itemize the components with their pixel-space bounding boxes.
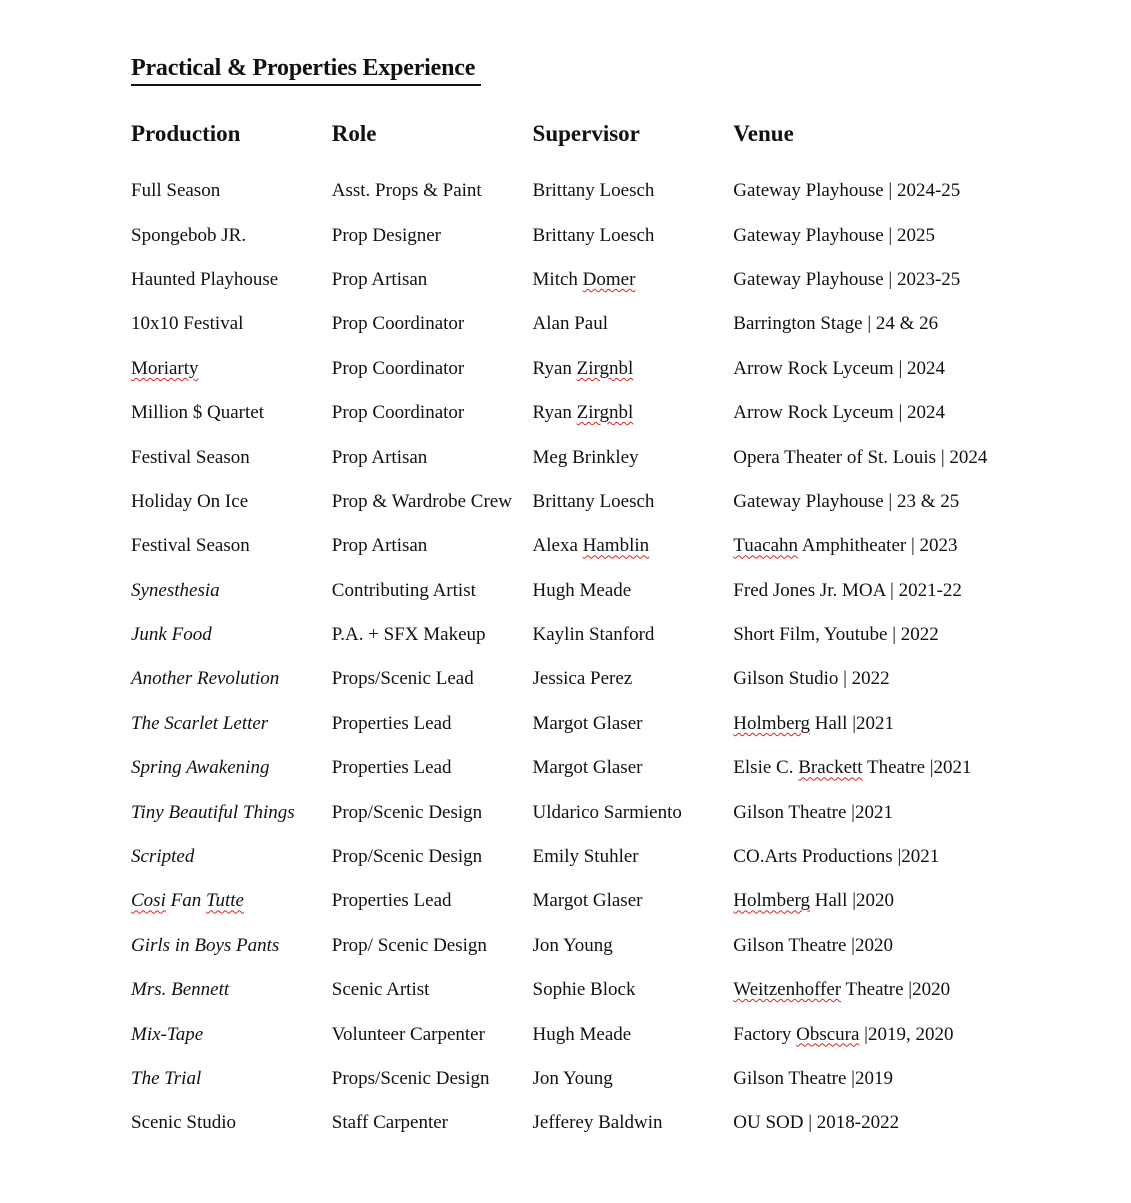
production-cell [131,1068,332,1090]
production-cell [131,580,332,602]
role-cell: Contributing Artist [331,579,476,601]
venue-cell [733,358,1111,380]
production-cell [131,1112,332,1134]
table-row [131,613,1111,657]
table-row [131,213,1111,257]
role-cell: Scenic Artist [331,979,430,1001]
production-cell-text: Spongebob JR. [131,224,247,246]
venue-cell [733,491,1111,513]
table-row [131,1101,1111,1145]
production-cell-text: Festival Season [131,446,250,468]
table-row [131,879,1111,923]
production-cell [131,802,332,824]
venue-cell-text: Theatre |2021 [862,757,972,779]
venue-cell [733,313,1111,335]
supervisor-cell-text: Zirgnbl [576,402,634,424]
role-cell: Prop Coordinator [331,313,465,335]
supervisor-cell [533,1112,734,1134]
supervisor-cell-text: Brittany Loesch [532,224,655,246]
production-cell [131,225,332,247]
supervisor-cell [533,713,734,735]
production-cell [131,535,332,557]
role-cell: Prop Artisan [331,446,428,468]
venue-cell [733,225,1111,247]
venue-cell-text: Gateway Playhouse | 2023-25 [733,268,961,290]
production-cell [131,358,332,380]
venue-cell-text: Gateway Playhouse | 2024-25 [733,180,961,202]
table-row [131,657,1111,701]
supervisor-cell [533,802,734,824]
header-venue: Venue [733,121,794,146]
role-cell: P.A. + SFX Makeup [331,624,486,646]
venue-cell-text: Tuacahn [733,535,799,557]
production-cell [131,269,332,291]
table-row [131,835,1111,879]
production-cell-text: The Trial [131,1068,202,1089]
document-page [131,52,1111,1146]
role-cell: Props/Scenic Lead [331,668,474,690]
venue-cell [733,269,1111,291]
table-row [131,524,1111,568]
production-cell [131,1024,332,1046]
venue-cell-text: Hall |2020 [810,890,895,912]
venue-cell [733,802,1111,824]
production-cell-text: Million $ Quartet [131,402,264,424]
supervisor-cell [533,668,734,690]
production-cell-text: Mix-Tape [131,1023,204,1045]
table-row [131,391,1111,435]
production-cell-text: Synesthesia [131,579,220,601]
supervisor-cell-text: Emily Stuhler [532,846,639,868]
supervisor-cell [533,447,734,469]
production-cell-text: Tutte [205,890,244,912]
production-cell [131,713,332,735]
venue-cell-text: Theatre |2020 [841,979,951,1001]
production-cell-text: Fan [165,890,206,912]
table-row [131,169,1111,213]
production-cell-text: Another Revolution [131,668,280,690]
experience-table [131,112,1111,1146]
role-cell: Asst. Props & Paint [331,180,482,202]
venue-cell-text: Gilson Theatre |2019 [733,1068,893,1089]
supervisor-cell-text: Mitch [532,268,583,290]
production-cell [131,180,332,202]
venue-cell [733,624,1111,646]
supervisor-cell-text: Margot Glaser [532,890,643,912]
supervisor-cell-text: Sophie Block [532,979,636,1001]
production-cell-text: Scripted [131,846,195,868]
role-cell: Prop/Scenic Design [331,801,483,823]
supervisor-cell-text: Ryan [532,357,577,379]
header-role: Role [331,121,377,146]
production-cell [131,491,332,513]
venue-cell-text: Obscura [796,1023,860,1045]
venue-cell-text: Arrow Rock Lyceum | 2024 [733,357,946,379]
venue-cell-text: Fred Jones Jr. MOA | 2021-22 [733,579,962,601]
table-row [131,480,1111,524]
table-row [131,302,1111,346]
venue-cell [733,180,1111,202]
supervisor-cell [533,313,734,335]
supervisor-cell [533,491,734,513]
supervisor-cell-text: Hugh Meade [532,1023,632,1045]
role-cell: Prop/Scenic Design [331,846,483,868]
supervisor-cell-text: Margot Glaser [532,757,643,779]
role-cell: Properties Lead [331,712,452,734]
venue-cell-text: Factory [733,1023,797,1045]
production-cell [131,846,332,868]
venue-cell-text: Brackett [798,757,863,779]
supervisor-cell-text: Zirgnbl [576,357,634,379]
table-row [131,968,1111,1012]
role-cell: Prop Coordinator [331,357,465,379]
supervisor-cell-text: Brittany Loesch [532,180,655,202]
venue-cell-text: Hall |2021 [810,712,895,734]
supervisor-cell [533,624,734,646]
table-row [131,1012,1111,1056]
supervisor-cell-text: Jefferey Baldwin [532,1112,663,1134]
role-cell: Prop Artisan [331,268,428,290]
production-cell-text: Mrs. Bennett [131,979,230,1001]
production-cell-text: Haunted Playhouse [131,268,279,290]
venue-cell-text: Weitzenhoffer [733,979,842,1001]
role-cell: Properties Lead [331,757,452,779]
venue-cell-text: Holmberg [733,712,810,734]
supervisor-cell [533,1024,734,1046]
production-cell [131,890,332,912]
venue-cell [733,402,1111,424]
venue-cell [733,935,1111,957]
venue-cell-text: Gilson Theatre |2021 [733,801,893,823]
supervisor-cell [533,979,734,1001]
production-cell [131,447,332,469]
production-cell-text: Scenic Studio [131,1112,237,1134]
supervisor-cell [533,402,734,424]
production-cell-text: Holiday On Ice [131,490,249,512]
header-production: Production [131,121,241,146]
venue-cell-text: Barrington Stage | 24 & 26 [733,313,939,335]
supervisor-cell [533,535,734,557]
supervisor-cell-text: Alexa [532,535,583,557]
production-cell-text: Girls in Boys Pants [131,934,280,956]
production-cell-text: The Scarlet Letter [131,712,269,734]
venue-cell-text: OU SOD | 2018-2022 [733,1112,900,1134]
table-row [131,258,1111,302]
production-cell [131,935,332,957]
venue-cell [733,1068,1111,1090]
supervisor-cell-text: Uldarico Sarmiento [532,801,682,823]
supervisor-cell [533,935,734,957]
header-supervisor: Supervisor [532,121,640,146]
venue-cell-text: Holmberg [733,890,810,912]
supervisor-cell-text: Alan Paul [532,313,608,335]
production-cell [131,624,332,646]
venue-cell-text: Arrow Rock Lyceum | 2024 [733,402,946,424]
table-row [131,1057,1111,1101]
production-cell-text: Cosi [131,890,166,912]
supervisor-cell [533,180,734,202]
role-cell: Props/Scenic Design [331,1068,490,1089]
supervisor-cell [533,890,734,912]
supervisor-cell-text: Hamblin [582,535,650,557]
table-row [131,746,1111,790]
venue-cell-text: Elsie C. [733,757,799,779]
venue-cell [733,535,1111,557]
venue-cell-text: Gateway Playhouse | 23 & 25 [733,490,960,512]
venue-cell [733,1112,1111,1134]
table-row [131,347,1111,391]
supervisor-cell-text: Margot Glaser [532,712,643,734]
venue-cell [733,447,1111,469]
supervisor-cell-text: Meg Brinkley [532,446,639,468]
venue-cell [733,890,1111,912]
venue-cell [733,979,1111,1001]
supervisor-cell [533,580,734,602]
venue-cell [733,757,1111,779]
supervisor-cell-text: Jon Young [532,1068,613,1089]
supervisor-cell-text: Jon Young [532,934,613,956]
supervisor-cell-text: Ryan [532,402,577,424]
table-row [131,790,1111,834]
supervisor-cell [533,757,734,779]
role-cell: Volunteer Carpenter [331,1023,485,1045]
supervisor-cell [533,269,734,291]
production-cell-text: Tiny Beautiful Things [131,801,295,823]
venue-cell-text: Gilson Studio | 2022 [733,668,890,690]
table-row [131,435,1111,479]
role-cell: Prop & Wardrobe Crew [331,490,512,512]
production-cell [131,668,332,690]
supervisor-cell-text: Brittany Loesch [532,490,655,512]
production-cell-text: Spring Awakening [131,757,270,779]
venue-cell-text: Amphitheater | 2023 [798,535,958,557]
production-cell-text: Moriarty [131,357,199,379]
table-body [131,169,1111,1146]
supervisor-cell [533,1068,734,1090]
production-cell [131,979,332,1001]
production-cell [131,402,332,424]
venue-cell [733,713,1111,735]
role-cell: Prop Artisan [331,535,428,557]
production-cell [131,757,332,779]
venue-cell [733,846,1111,868]
table-row [131,924,1111,968]
venue-cell [733,1024,1111,1046]
role-cell: Prop Coordinator [331,402,465,424]
venue-cell-text: CO.Arts Productions |2021 [733,846,940,868]
venue-cell-text: |2019, 2020 [859,1023,954,1045]
supervisor-cell [533,358,734,380]
supervisor-cell-text: Jessica Perez [532,668,633,690]
table-row [131,569,1111,613]
supervisor-cell-text: Domer [582,268,636,290]
supervisor-cell [533,225,734,247]
venue-cell-text: Short Film, Youtube | 2022 [733,624,939,646]
venue-cell-text: Gilson Theatre |2020 [733,934,893,956]
supervisor-cell [533,846,734,868]
production-cell-text: Festival Season [131,535,250,557]
production-cell [131,313,332,335]
section-title: Practical & Properties Experience [131,52,481,86]
supervisor-cell-text: Kaylin Stanford [532,624,655,646]
venue-cell-text: Opera Theater of St. Louis | 2024 [733,446,988,468]
role-cell: Staff Carpenter [331,1112,449,1134]
role-cell: Prop Designer [331,224,441,246]
venue-cell [733,668,1111,690]
supervisor-cell-text: Hugh Meade [532,579,632,601]
role-cell: Properties Lead [331,890,452,912]
venue-cell-text: Gateway Playhouse | 2025 [733,224,935,246]
table-row [131,702,1111,746]
table-header-row [131,112,1111,156]
production-cell-text: Full Season [131,180,221,202]
production-cell-text: 10x10 Festival [131,313,244,335]
venue-cell [733,580,1111,602]
production-cell-text: Junk Food [131,624,212,646]
role-cell: Prop/ Scenic Design [331,934,487,956]
